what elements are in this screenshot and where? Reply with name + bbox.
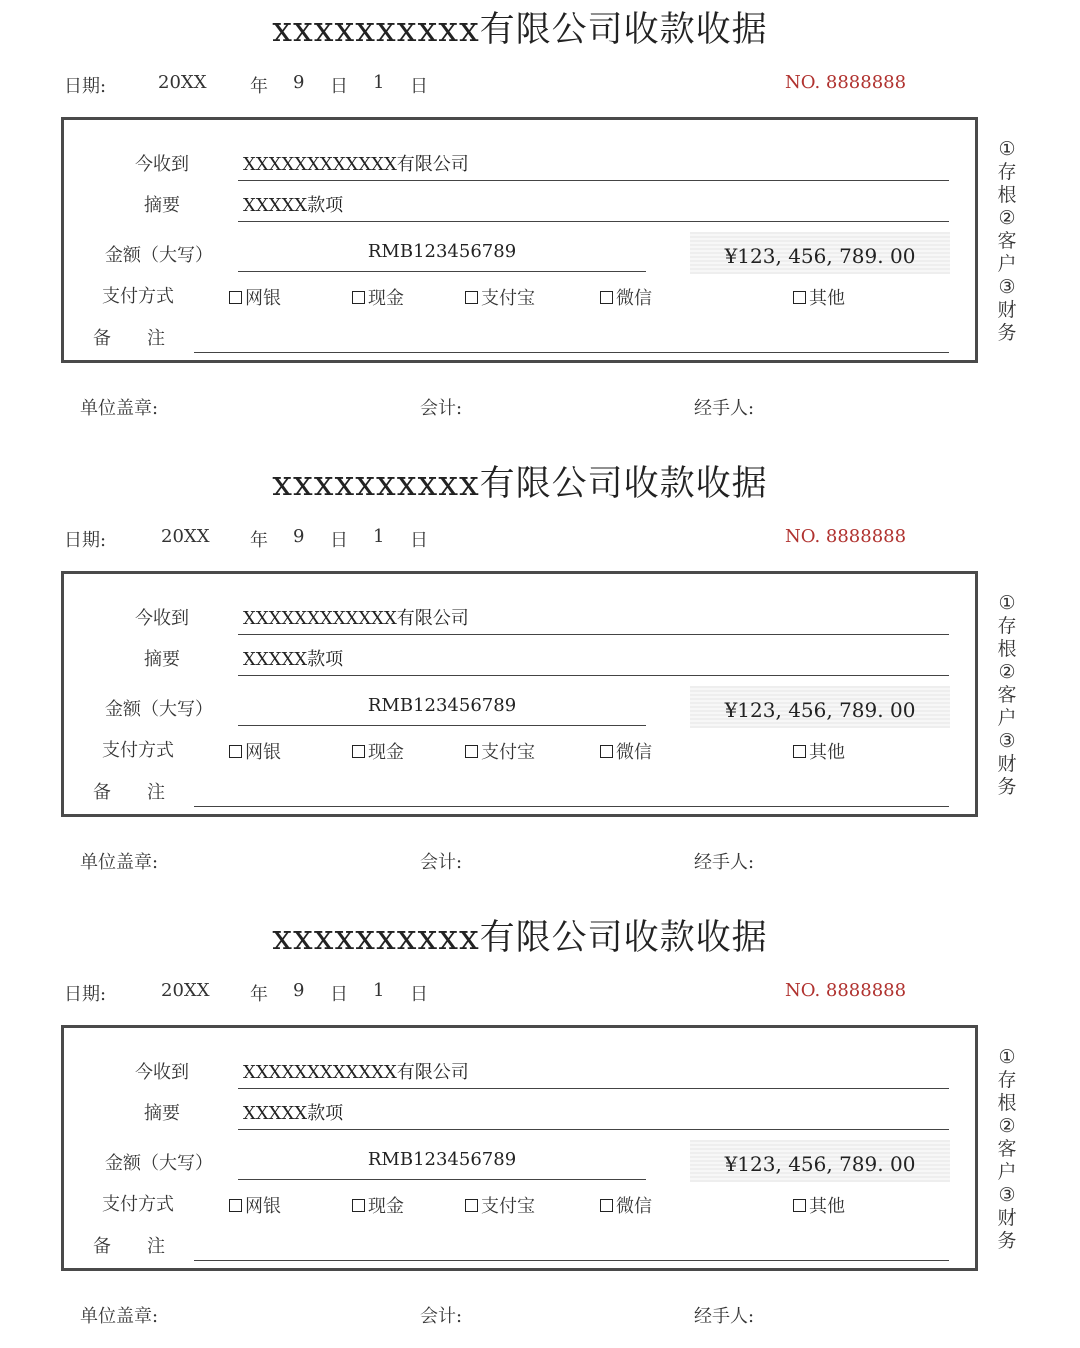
date-month: 9 bbox=[293, 980, 305, 1001]
date-year-unit: 年 bbox=[250, 76, 268, 97]
payment-option-label: 网银 bbox=[245, 288, 281, 309]
remark-label: 备 注 bbox=[93, 328, 165, 349]
copy-mark: 客 bbox=[997, 684, 1017, 706]
received-from-label: 今收到 bbox=[135, 608, 189, 629]
payment-method-label: 支付方式 bbox=[102, 740, 174, 761]
payment-option-label: 现金 bbox=[368, 742, 404, 763]
date-row bbox=[0, 526, 1080, 552]
checkbox-icon[interactable] bbox=[229, 1199, 242, 1212]
payment-option-wechat[interactable] bbox=[600, 1192, 652, 1218]
copy-mark: 存 bbox=[997, 1069, 1017, 1091]
summary-label: 摘要 bbox=[144, 649, 180, 670]
copy-mark: 财 bbox=[997, 753, 1017, 775]
receipt-3 bbox=[0, 908, 1080, 1348]
summary-value[interactable]: XXXXX款项 bbox=[243, 1103, 344, 1124]
summary-value[interactable]: XXXXX款项 bbox=[243, 649, 344, 670]
payment-option-label: 网银 bbox=[245, 742, 281, 763]
checkbox-icon[interactable] bbox=[465, 1199, 478, 1212]
received-from-line bbox=[238, 180, 949, 181]
date-row bbox=[0, 72, 1080, 98]
date-day: 1 bbox=[373, 72, 385, 93]
copy-mark: ② bbox=[998, 1115, 1016, 1137]
date-year: 20XX bbox=[161, 980, 210, 1001]
date-row bbox=[0, 980, 1080, 1006]
amount-words-label: 金额（大写） bbox=[105, 1153, 213, 1174]
payment-option-alipay[interactable] bbox=[465, 1192, 535, 1218]
date-day-unit: 日 bbox=[410, 984, 428, 1005]
date-month: 9 bbox=[293, 72, 305, 93]
received-from-label: 今收到 bbox=[135, 1062, 189, 1083]
amount-words-value[interactable]: RMB123456789 bbox=[367, 1149, 517, 1170]
stamp-label: 单位盖章: bbox=[80, 1306, 159, 1327]
checkbox-icon[interactable] bbox=[793, 745, 806, 758]
received-from-value[interactable]: XXXXXXXXXXXX有限公司 bbox=[243, 608, 469, 629]
handler-label: 经手人: bbox=[694, 398, 755, 419]
received-from-label: 今收到 bbox=[135, 154, 189, 175]
checkbox-icon[interactable] bbox=[600, 1199, 613, 1212]
date-year: 20XX bbox=[161, 526, 210, 547]
payment-option-alipay[interactable] bbox=[465, 738, 535, 764]
copy-mark: 存 bbox=[997, 161, 1017, 183]
payment-option-online-bank[interactable] bbox=[229, 284, 281, 310]
date-year: 20XX bbox=[158, 72, 207, 93]
date-month-unit: 日 bbox=[330, 984, 348, 1005]
copy-mark: 根 bbox=[997, 638, 1017, 660]
stamp-label: 单位盖章: bbox=[80, 852, 159, 873]
amount-words-label: 金额（大写） bbox=[105, 699, 213, 720]
payment-option-cash[interactable] bbox=[352, 1192, 404, 1218]
handler-label: 经手人: bbox=[694, 1306, 755, 1327]
receipt-title: xxxxxxxxxx有限公司收款收据 bbox=[272, 10, 768, 50]
date-day-unit: 日 bbox=[410, 530, 428, 551]
summary-line bbox=[238, 675, 949, 676]
payment-option-other[interactable] bbox=[793, 738, 845, 764]
amount-words-value[interactable]: RMB123456789 bbox=[367, 241, 517, 262]
copy-designations bbox=[995, 138, 1019, 345]
checkbox-icon[interactable] bbox=[352, 1199, 365, 1212]
checkbox-icon[interactable] bbox=[465, 291, 478, 304]
copy-mark: 根 bbox=[997, 1092, 1017, 1114]
checkbox-icon[interactable] bbox=[229, 291, 242, 304]
payment-option-label: 网银 bbox=[245, 1196, 281, 1217]
payment-option-online-bank[interactable] bbox=[229, 738, 281, 764]
received-from-line bbox=[238, 634, 949, 635]
payment-method-label: 支付方式 bbox=[102, 286, 174, 307]
copy-designations bbox=[995, 592, 1019, 799]
receipt-body bbox=[61, 571, 978, 817]
remark-line[interactable] bbox=[194, 352, 949, 353]
copy-mark: 户 bbox=[997, 1161, 1017, 1183]
payment-option-label: 微信 bbox=[616, 1196, 652, 1217]
payment-option-label: 其他 bbox=[809, 742, 845, 763]
receipt-number: NO. 8888888 bbox=[785, 980, 907, 1001]
copy-mark: 存 bbox=[997, 615, 1017, 637]
payment-option-alipay[interactable] bbox=[465, 284, 535, 310]
payment-option-label: 微信 bbox=[616, 288, 652, 309]
copy-mark: ② bbox=[998, 207, 1016, 229]
checkbox-icon[interactable] bbox=[793, 291, 806, 304]
copy-mark: 根 bbox=[997, 184, 1017, 206]
amount-words-value[interactable]: RMB123456789 bbox=[367, 695, 517, 716]
payment-option-other[interactable] bbox=[793, 284, 845, 310]
payment-option-online-bank[interactable] bbox=[229, 1192, 281, 1218]
receipt-title: xxxxxxxxxx有限公司收款收据 bbox=[272, 464, 768, 504]
checkbox-icon[interactable] bbox=[793, 1199, 806, 1212]
handler-label: 经手人: bbox=[694, 852, 755, 873]
summary-line bbox=[238, 1129, 949, 1130]
accountant-label: 会计: bbox=[420, 398, 463, 419]
checkbox-icon[interactable] bbox=[229, 745, 242, 758]
date-label: 日期: bbox=[64, 984, 107, 1005]
remark-line[interactable] bbox=[194, 1260, 949, 1261]
payment-option-label: 支付宝 bbox=[481, 742, 535, 763]
date-year-unit: 年 bbox=[250, 530, 268, 551]
checkbox-icon[interactable] bbox=[600, 745, 613, 758]
copy-mark: 务 bbox=[997, 1230, 1017, 1252]
copy-mark: 户 bbox=[997, 707, 1017, 729]
copy-mark: 客 bbox=[997, 1138, 1017, 1160]
copy-mark: ② bbox=[998, 661, 1016, 683]
receipt-body bbox=[61, 1025, 978, 1271]
amount-figure[interactable]: ¥123, 456, 789. 00 bbox=[724, 1152, 916, 1176]
payment-option-label: 支付宝 bbox=[481, 1196, 535, 1217]
accountant-label: 会计: bbox=[420, 852, 463, 873]
amount-words-label: 金额（大写） bbox=[105, 245, 213, 266]
checkbox-icon[interactable] bbox=[465, 745, 478, 758]
date-label: 日期: bbox=[64, 530, 107, 551]
copy-mark: 务 bbox=[997, 322, 1017, 344]
remark-label: 备 注 bbox=[93, 782, 165, 803]
date-year-unit: 年 bbox=[250, 984, 268, 1005]
copy-mark: 财 bbox=[997, 299, 1017, 321]
copy-mark: 务 bbox=[997, 776, 1017, 798]
receipt-title: xxxxxxxxxx有限公司收款收据 bbox=[272, 918, 768, 958]
summary-value[interactable]: XXXXX款项 bbox=[243, 195, 344, 216]
payment-option-label: 现金 bbox=[368, 288, 404, 309]
received-from-value[interactable]: XXXXXXXXXXXX有限公司 bbox=[243, 154, 469, 175]
receipt-1 bbox=[0, 0, 1080, 440]
checkbox-icon[interactable] bbox=[352, 745, 365, 758]
copy-mark: 户 bbox=[997, 253, 1017, 275]
date-month-unit: 日 bbox=[330, 530, 348, 551]
copy-mark: ③ bbox=[998, 1184, 1016, 1206]
payment-option-label: 微信 bbox=[616, 742, 652, 763]
checkbox-icon[interactable] bbox=[352, 291, 365, 304]
summary-label: 摘要 bbox=[144, 1103, 180, 1124]
date-month: 9 bbox=[293, 526, 305, 547]
date-label: 日期: bbox=[64, 76, 107, 97]
payment-option-label: 支付宝 bbox=[481, 288, 535, 309]
payment-option-other[interactable] bbox=[793, 1192, 845, 1218]
receipt-2 bbox=[0, 454, 1080, 894]
copy-mark: ③ bbox=[998, 276, 1016, 298]
amount-words-line bbox=[238, 1179, 646, 1180]
copy-mark: ① bbox=[998, 1046, 1016, 1068]
remark-label: 备 注 bbox=[93, 1236, 165, 1257]
copy-mark: ① bbox=[998, 592, 1016, 614]
summary-line bbox=[238, 221, 949, 222]
receipt-number: NO. 8888888 bbox=[785, 526, 907, 547]
amount-figure[interactable]: ¥123, 456, 789. 00 bbox=[724, 698, 916, 722]
copy-mark: ③ bbox=[998, 730, 1016, 752]
payment-option-wechat[interactable] bbox=[600, 738, 652, 764]
payment-option-label: 其他 bbox=[809, 1196, 845, 1217]
copy-mark: ① bbox=[998, 138, 1016, 160]
copy-mark: 财 bbox=[997, 1207, 1017, 1229]
copy-designations bbox=[995, 1046, 1019, 1253]
date-day-unit: 日 bbox=[410, 76, 428, 97]
date-month-unit: 日 bbox=[330, 76, 348, 97]
receipt-number: NO. 8888888 bbox=[785, 72, 907, 93]
receipt-body bbox=[61, 117, 978, 363]
amount-figure[interactable]: ¥123, 456, 789. 00 bbox=[724, 244, 916, 268]
received-from-value[interactable]: XXXXXXXXXXXX有限公司 bbox=[243, 1062, 469, 1083]
received-from-line bbox=[238, 1088, 949, 1089]
payment-option-wechat[interactable] bbox=[600, 284, 652, 310]
amount-words-line bbox=[238, 271, 646, 272]
payment-option-label: 现金 bbox=[368, 1196, 404, 1217]
payment-option-label: 其他 bbox=[809, 288, 845, 309]
payment-method-label: 支付方式 bbox=[102, 1194, 174, 1215]
summary-label: 摘要 bbox=[144, 195, 180, 216]
date-day: 1 bbox=[373, 526, 385, 547]
payment-option-cash[interactable] bbox=[352, 284, 404, 310]
copy-mark: 客 bbox=[997, 230, 1017, 252]
date-day: 1 bbox=[373, 980, 385, 1001]
payment-option-cash[interactable] bbox=[352, 738, 404, 764]
remark-line[interactable] bbox=[194, 806, 949, 807]
amount-words-line bbox=[238, 725, 646, 726]
stamp-label: 单位盖章: bbox=[80, 398, 159, 419]
checkbox-icon[interactable] bbox=[600, 291, 613, 304]
accountant-label: 会计: bbox=[420, 1306, 463, 1327]
